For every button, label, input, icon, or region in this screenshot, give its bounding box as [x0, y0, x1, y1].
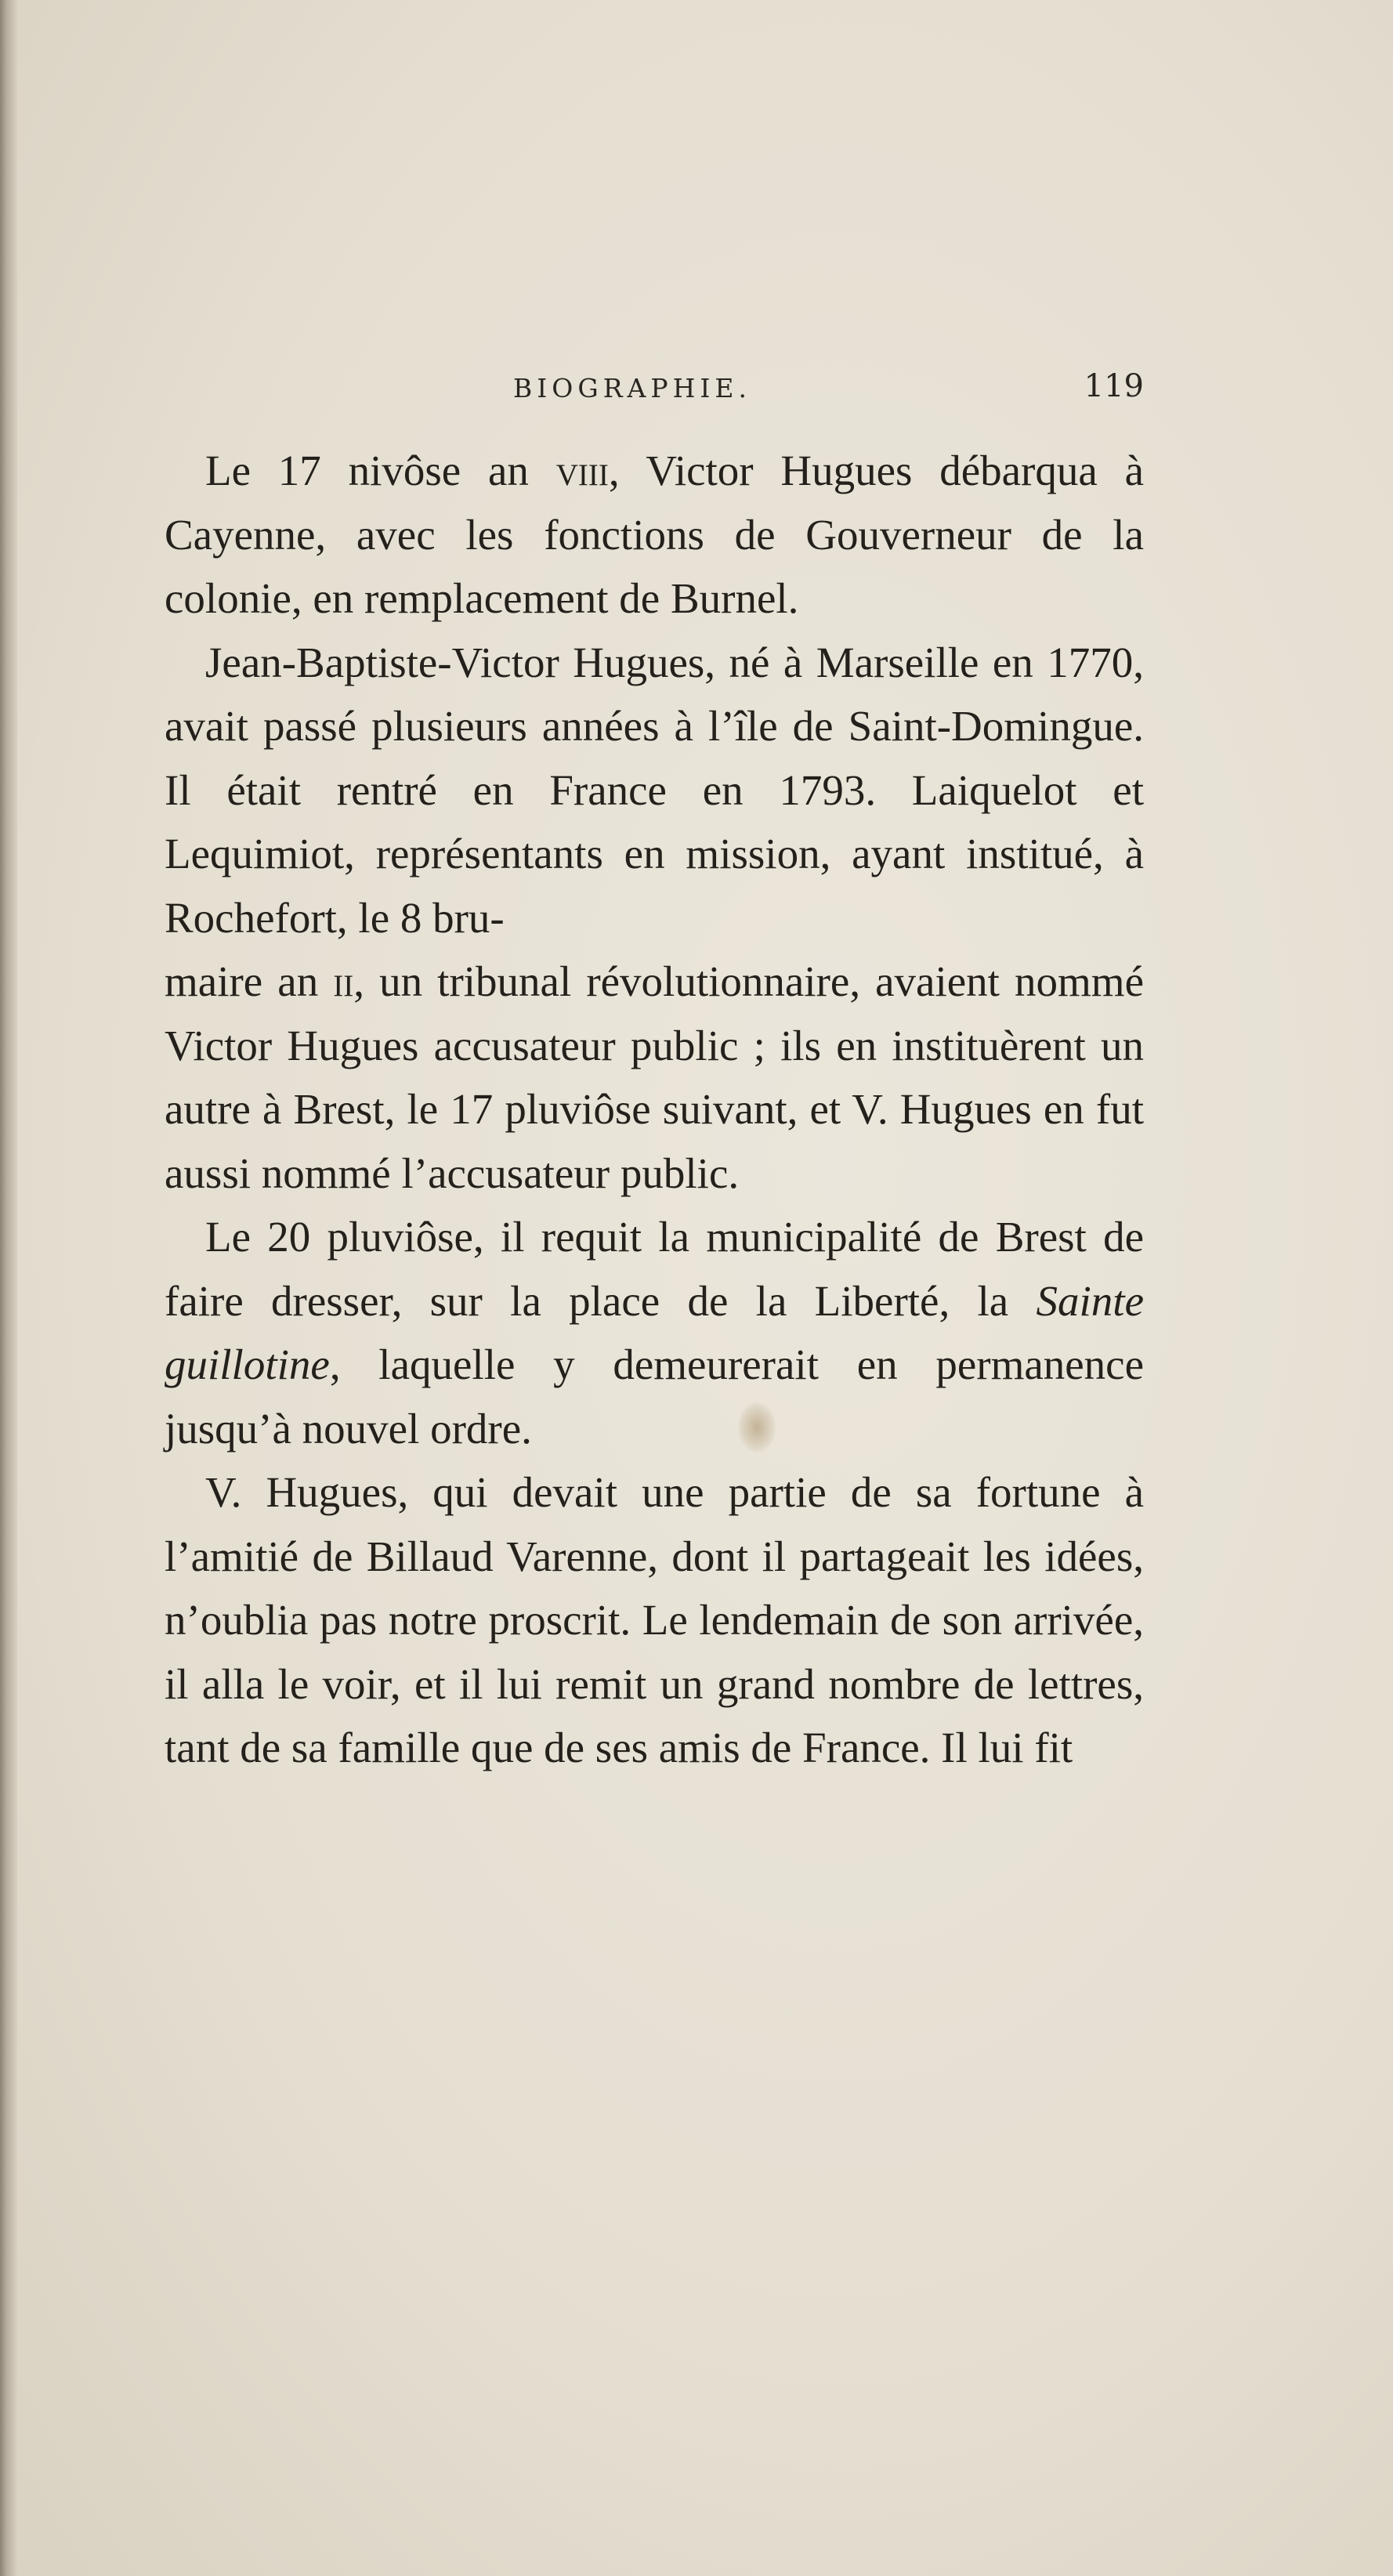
paragraph-4 — [165, 1460, 1144, 1780]
paragraph-4-text: V. Hugues, qui devait une partie de sa fortune à l’amitié de Billaud Varenne, dont il partageait les idées, n’oublia pas notre proscrit. Le lendemain de son arrivée, il alla le voir, et il lui remit un grand nombre de lettres, tant de sa famille que de ses amis de France. Il lui fit — [165, 1468, 1144, 1771]
running-head — [165, 367, 1144, 414]
paragraph-3-end: , laquelle y demeurerait en permanence jusqu’à nouvel ordre. — [165, 1340, 1144, 1453]
page-binding-edge — [0, 0, 17, 2576]
paragraph-1 — [165, 439, 1144, 631]
paragraph-1-end: , Victor Hugues débarqua à Cayenne, avec les fonctions de Gouverneur de la colonie, en remplacement de Burnel. — [165, 447, 1144, 622]
paper-stain — [738, 1402, 776, 1453]
running-head-title: BIOGRAPHIE. — [513, 373, 751, 403]
paragraph-2 — [165, 631, 1144, 1206]
paragraph-2-middle: maire an — [165, 957, 334, 1005]
body-text — [165, 439, 1144, 1780]
paragraph-1-start: Le 17 nivôse an — [205, 447, 556, 494]
paragraph-2-start: Jean-Baptiste-Victor Hugues, né à Marseille en 1770, avait passé plusieurs années à l’île de Saint-Domingue. Il était rentré en France en 1793. Laiquelot et Lequimiot, représentants en mission, ayant institué, à Rochefort, le 8 bru- — [165, 638, 1144, 942]
paragraph-3 — [165, 1205, 1144, 1460]
paragraph-3-start: Le 20 pluviôse, il requit la municipalité de Brest de faire dresser, sur la place de la Liberté, la — [165, 1213, 1144, 1325]
page-number: 119 — [1084, 368, 1144, 404]
roman-year-2: ii — [333, 957, 354, 1005]
paragraph-2-end: , un tribunal révolutionnaire, avaient nommé Victor Hugues accusateur public ; ils en instituèrent un autre à Brest, le 17 pluviôse suivant, et V. Hugues en fut aussi nommé l’accusateur public. — [165, 957, 1144, 1197]
roman-year: viii — [555, 447, 609, 494]
italic-phrase: Sainte guillotine — [165, 1276, 1144, 1388]
